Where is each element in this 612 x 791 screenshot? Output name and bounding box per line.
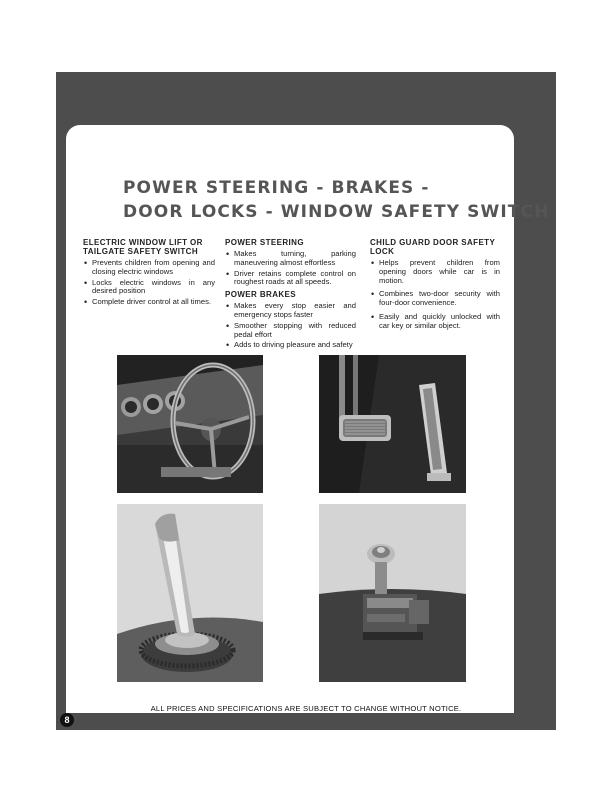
window-switch-bullets	[83, 259, 215, 307]
photo-steering-wheel	[117, 355, 263, 493]
power-steering-bullets	[225, 250, 356, 287]
child-guard-heading: CHILD GUARD DOOR SAFETY LOCK	[370, 238, 496, 256]
photo-window-switch	[117, 504, 263, 682]
disclaimer-footer: ALL PRICES AND SPECIFICATIONS ARE SUBJECT TO CHANGE WITHOUT NOTICE.	[150, 704, 462, 713]
title-line-1: POWER STEERING - BRAKES -	[123, 178, 430, 198]
power-brakes-bullets	[225, 302, 356, 350]
list-item: • Locks electric windows in any desired position	[83, 279, 215, 297]
list-item: • Makes turning, parking maneuvering almost effortless	[225, 250, 356, 268]
column-steering-brakes	[225, 238, 356, 352]
list-item: • Complete driver control at all times.	[83, 298, 215, 307]
photo-brake-pedal	[319, 355, 466, 493]
list-item: • Smoother stopping with reduced pedal effort	[225, 322, 356, 340]
column-window-switch	[83, 238, 215, 309]
page-number-badge: 8	[60, 713, 74, 727]
list-item: • Combines two-door security with four-door convenience.	[370, 290, 500, 308]
power-brakes-heading: POWER BRAKES	[225, 290, 297, 300]
list-item: • Makes every stop easier and emergency stops faster	[225, 302, 356, 320]
power-steering-heading: POWER STEERING	[225, 238, 304, 247]
list-item: • Prevents children from opening and closing electric windows	[83, 259, 215, 277]
title-line-2: DOOR LOCKS - WINDOW SAFETY SWITCH	[123, 202, 550, 222]
list-item: • Easily and quickly unlocked with car key or similar object.	[370, 313, 500, 331]
column-child-guard	[370, 238, 500, 336]
photo-child-guard-lock	[319, 504, 466, 682]
page-title	[123, 176, 550, 224]
child-guard-bullets	[370, 259, 500, 331]
list-item: • Helps prevent children from opening doors while car is in motion.	[370, 259, 500, 285]
list-item: • Adds to driving pleasure and safety	[225, 341, 356, 350]
window-switch-heading: ELECTRIC WINDOW LIFT OR TAILGATE SAFETY SWITCH	[83, 238, 203, 256]
list-item: • Driver retains complete control on roughest roads at all speeds.	[225, 270, 356, 288]
